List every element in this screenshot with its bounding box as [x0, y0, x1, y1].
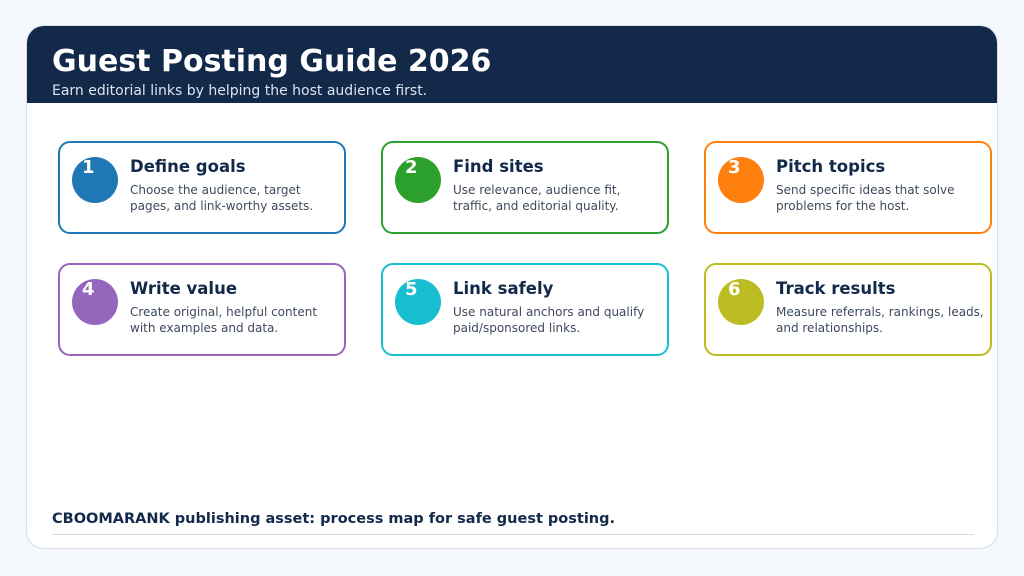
step-description: Use relevance, audience fit, traffic, and editorial quality. [453, 183, 621, 213]
page-subtitle: Earn editorial links by helping the host audience first. [52, 83, 428, 99]
step-number: 5 [405, 279, 418, 300]
step-box-4 [58, 263, 346, 356]
step-description: Create original, helpful content with examples and data. [130, 305, 318, 335]
footer-caption: CBOOMARANK publishing asset: process map for safe guest posting. [52, 511, 616, 527]
step-box-3 [704, 141, 992, 234]
step-box-6 [704, 263, 992, 356]
step-number-circle [72, 279, 118, 325]
header-banner [27, 26, 997, 103]
step-title: Track results [776, 279, 896, 298]
footer-divider [52, 534, 974, 535]
step-number: 1 [82, 157, 95, 178]
step-title: Write value [130, 279, 238, 298]
step-number: 4 [82, 279, 95, 300]
step-box-5 [381, 263, 669, 356]
step-title: Define goals [130, 157, 246, 176]
step-title: Link safely [453, 279, 554, 298]
step-title: Pitch topics [776, 157, 886, 176]
step-number: 2 [405, 157, 418, 178]
step-number-circle [395, 157, 441, 203]
step-number-circle [718, 157, 764, 203]
step-number: 6 [728, 279, 741, 300]
step-description: Choose the audience, target pages, and link-worthy assets. [130, 183, 314, 213]
step-description: Measure referrals, rankings, leads, and relationships. [776, 305, 984, 335]
step-title: Find sites [453, 157, 544, 176]
page-title: Guest Posting Guide 2026 [52, 44, 492, 79]
step-box-1 [58, 141, 346, 234]
step-number-circle [72, 157, 118, 203]
step-number-circle [395, 279, 441, 325]
step-box-2 [381, 141, 669, 234]
guide-card [26, 25, 998, 549]
step-description: Use natural anchors and qualify paid/sponsored links. [453, 305, 645, 335]
step-number: 3 [728, 157, 741, 178]
step-description: Send specific ideas that solve problems for the host. [776, 183, 955, 213]
step-number-circle [718, 279, 764, 325]
